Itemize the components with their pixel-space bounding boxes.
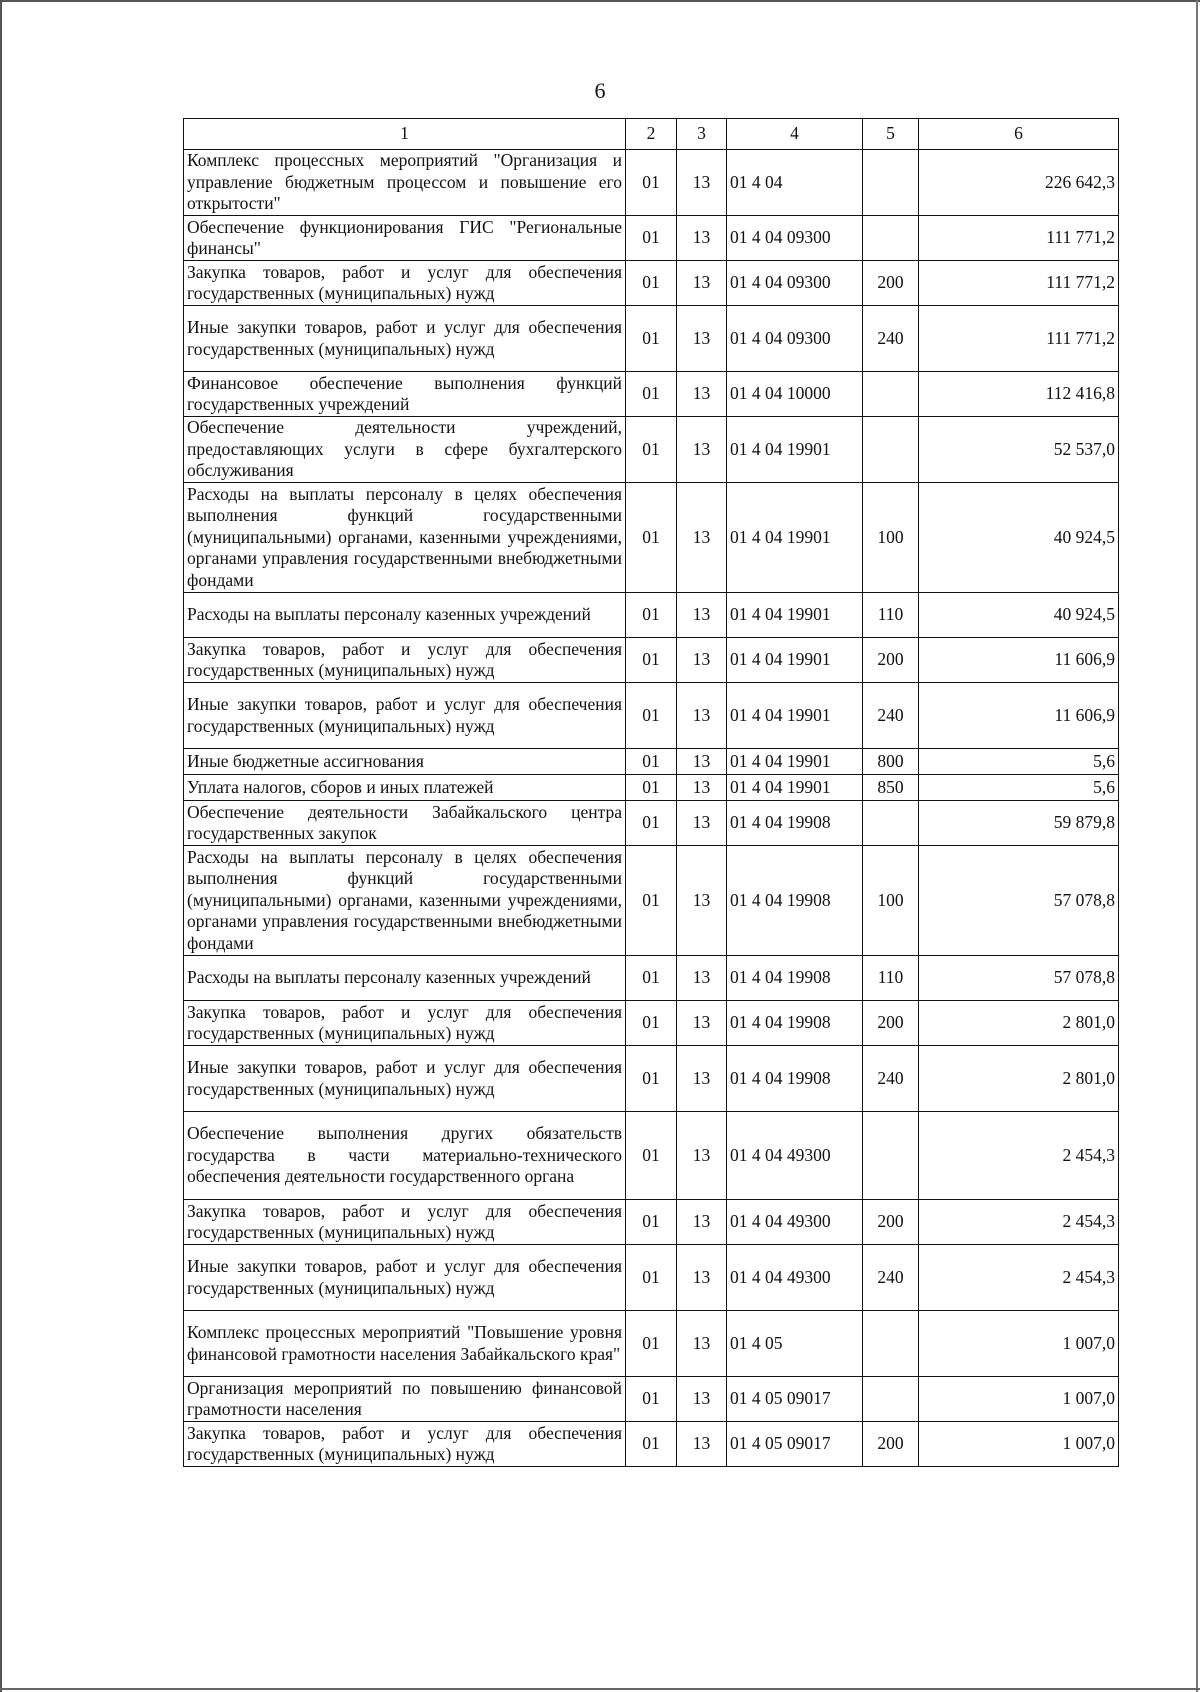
- section-code: 01: [626, 749, 677, 775]
- section-code: 01: [626, 483, 677, 593]
- row-name: Иные закупки товаров, работ и услуг для обеспечения государственных (муниципальных) нужд: [184, 1046, 626, 1112]
- amount: 226 642,3: [919, 150, 1119, 216]
- row-name: Организация мероприятий по повышению финансовой грамотности населения: [184, 1377, 626, 1422]
- table-row: [184, 1001, 1119, 1046]
- expense-type-code: [863, 1311, 919, 1377]
- expense-type-code: 240: [863, 1046, 919, 1112]
- section-code: 01: [626, 775, 677, 801]
- subsection-code: 13: [677, 683, 727, 749]
- table-row: [184, 593, 1119, 638]
- subsection-code: 13: [677, 801, 727, 846]
- expense-type-code: 200: [863, 1200, 919, 1245]
- target-article-code: 01 4 04 19901: [727, 638, 863, 683]
- amount: 1 007,0: [919, 1422, 1119, 1467]
- amount: 111 771,2: [919, 261, 1119, 306]
- subsection-code: 13: [677, 1112, 727, 1200]
- target-article-code: 01 4 04 19901: [727, 593, 863, 638]
- expense-type-code: 200: [863, 638, 919, 683]
- amount: 59 879,8: [919, 801, 1119, 846]
- expense-type-code: 200: [863, 261, 919, 306]
- column-header: 5: [863, 119, 919, 150]
- amount: 111 771,2: [919, 306, 1119, 372]
- target-article-code: 01 4 04 19908: [727, 846, 863, 956]
- amount: 11 606,9: [919, 638, 1119, 683]
- expense-type-code: [863, 1112, 919, 1200]
- row-name: Закупка товаров, работ и услуг для обеспечения государственных (муниципальных) нужд: [184, 261, 626, 306]
- row-name: Финансовое обеспечение выполнения функций государственных учреждений: [184, 372, 626, 417]
- section-code: 01: [626, 956, 677, 1001]
- amount: 52 537,0: [919, 417, 1119, 483]
- target-article-code: 01 4 04 19908: [727, 801, 863, 846]
- amount: 5,6: [919, 775, 1119, 801]
- scan-border-top: [0, 0, 1200, 2]
- scan-border-right: [1196, 0, 1198, 1692]
- table-row: [184, 483, 1119, 593]
- amount: 5,6: [919, 749, 1119, 775]
- subsection-code: 13: [677, 846, 727, 956]
- section-code: 01: [626, 593, 677, 638]
- column-header: 6: [919, 119, 1119, 150]
- table-row: [184, 1200, 1119, 1245]
- row-name: Обеспечение деятельности учреждений, предоставляющих услуги в сфере бухгалтерского обслуживания: [184, 417, 626, 483]
- subsection-code: 13: [677, 261, 727, 306]
- target-article-code: 01 4 04 49300: [727, 1200, 863, 1245]
- amount: 111 771,2: [919, 216, 1119, 261]
- budget-table: [183, 118, 1119, 1467]
- section-code: 01: [626, 1245, 677, 1311]
- amount: 40 924,5: [919, 483, 1119, 593]
- section-code: 01: [626, 1001, 677, 1046]
- section-code: 01: [626, 417, 677, 483]
- table-row: [184, 1422, 1119, 1467]
- row-name: Расходы на выплаты персоналу в целях обеспечения выполнения функций государственными (муниципальными) органами, казенными учреждениями, органами управления государственными внебюджетными фондами: [184, 846, 626, 956]
- expense-type-code: 110: [863, 956, 919, 1001]
- section-code: 01: [626, 216, 677, 261]
- expense-type-code: 110: [863, 593, 919, 638]
- section-code: 01: [626, 261, 677, 306]
- subsection-code: 13: [677, 1377, 727, 1422]
- expense-type-code: 100: [863, 483, 919, 593]
- table-row: [184, 306, 1119, 372]
- table-row: [184, 417, 1119, 483]
- section-code: 01: [626, 1200, 677, 1245]
- table-row: [184, 1112, 1119, 1200]
- expense-type-code: 240: [863, 683, 919, 749]
- table-body: [184, 150, 1119, 1467]
- table-row: [184, 956, 1119, 1001]
- row-name: Закупка товаров, работ и услуг для обеспечения государственных (муниципальных) нужд: [184, 1200, 626, 1245]
- target-article-code: 01 4 04 19901: [727, 775, 863, 801]
- row-name: Иные бюджетные ассигнования: [184, 749, 626, 775]
- expense-type-code: 800: [863, 749, 919, 775]
- table-row: [184, 801, 1119, 846]
- target-article-code: 01 4 04 09300: [727, 261, 863, 306]
- row-name: Расходы на выплаты персоналу казенных учреждений: [184, 593, 626, 638]
- subsection-code: 13: [677, 1245, 727, 1311]
- table-row: [184, 1377, 1119, 1422]
- section-code: 01: [626, 1112, 677, 1200]
- expense-type-code: [863, 417, 919, 483]
- table-row: [184, 1311, 1119, 1377]
- target-article-code: 01 4 05 09017: [727, 1377, 863, 1422]
- target-article-code: 01 4 04 19901: [727, 749, 863, 775]
- row-name: Обеспечение функционирования ГИС "Региональные финансы": [184, 216, 626, 261]
- subsection-code: 13: [677, 417, 727, 483]
- amount: 2 801,0: [919, 1001, 1119, 1046]
- amount: 2 454,3: [919, 1245, 1119, 1311]
- section-code: 01: [626, 846, 677, 956]
- section-code: 01: [626, 306, 677, 372]
- section-code: 01: [626, 1377, 677, 1422]
- target-article-code: 01 4 04: [727, 150, 863, 216]
- row-name: Иные закупки товаров, работ и услуг для обеспечения государственных (муниципальных) нужд: [184, 1245, 626, 1311]
- section-code: 01: [626, 372, 677, 417]
- amount: 40 924,5: [919, 593, 1119, 638]
- expense-type-code: 240: [863, 306, 919, 372]
- subsection-code: 13: [677, 1046, 727, 1112]
- amount: 2 801,0: [919, 1046, 1119, 1112]
- target-article-code: 01 4 04 19901: [727, 483, 863, 593]
- row-name: Иные закупки товаров, работ и услуг для обеспечения государственных (муниципальных) нужд: [184, 683, 626, 749]
- table-row: [184, 846, 1119, 956]
- expense-type-code: [863, 372, 919, 417]
- scan-border-bottom: [0, 1688, 1200, 1690]
- row-name: Комплекс процессных мероприятий "Организация и управление бюджетным процессом и повышение его открытости": [184, 150, 626, 216]
- scan-border-left: [0, 0, 2, 1692]
- column-header: 3: [677, 119, 727, 150]
- row-name: Закупка товаров, работ и услуг для обеспечения государственных (муниципальных) нужд: [184, 1422, 626, 1467]
- target-article-code: 01 4 04 19901: [727, 417, 863, 483]
- subsection-code: 13: [677, 216, 727, 261]
- column-header: 4: [727, 119, 863, 150]
- row-name: Закупка товаров, работ и услуг для обеспечения государственных (муниципальных) нужд: [184, 1001, 626, 1046]
- subsection-code: 13: [677, 1200, 727, 1245]
- section-code: 01: [626, 1311, 677, 1377]
- amount: 57 078,8: [919, 846, 1119, 956]
- table-row: [184, 150, 1119, 216]
- amount: 2 454,3: [919, 1112, 1119, 1200]
- subsection-code: 13: [677, 306, 727, 372]
- page-number: 6: [594, 78, 606, 103]
- amount: 2 454,3: [919, 1200, 1119, 1245]
- row-name: Закупка товаров, работ и услуг для обеспечения государственных (муниципальных) нужд: [184, 638, 626, 683]
- table-row: [184, 749, 1119, 775]
- subsection-code: 13: [677, 956, 727, 1001]
- target-article-code: 01 4 04 19908: [727, 956, 863, 1001]
- subsection-code: 13: [677, 150, 727, 216]
- target-article-code: 01 4 04 49300: [727, 1112, 863, 1200]
- expense-type-code: 850: [863, 775, 919, 801]
- row-name: Иные закупки товаров, работ и услуг для обеспечения государственных (муниципальных) нужд: [184, 306, 626, 372]
- table-row: [184, 372, 1119, 417]
- table-row: [184, 261, 1119, 306]
- target-article-code: 01 4 04 09300: [727, 216, 863, 261]
- expense-type-code: 200: [863, 1001, 919, 1046]
- target-article-code: 01 4 04 19908: [727, 1046, 863, 1112]
- table-row: [184, 638, 1119, 683]
- expense-type-code: [863, 1377, 919, 1422]
- expense-type-code: [863, 801, 919, 846]
- subsection-code: 13: [677, 372, 727, 417]
- row-name: Расходы на выплаты персоналу казенных учреждений: [184, 956, 626, 1001]
- table-row: [184, 775, 1119, 801]
- table-row: [184, 1046, 1119, 1112]
- amount: 57 078,8: [919, 956, 1119, 1001]
- row-name: Расходы на выплаты персоналу в целях обеспечения выполнения функций государственными (муниципальными) органами, казенными учреждениями, органами управления государственными внебюджетными фондами: [184, 483, 626, 593]
- section-code: 01: [626, 638, 677, 683]
- amount: 11 606,9: [919, 683, 1119, 749]
- amount: 112 416,8: [919, 372, 1119, 417]
- subsection-code: 13: [677, 483, 727, 593]
- column-header: 1: [184, 119, 626, 150]
- target-article-code: 01 4 04 10000: [727, 372, 863, 417]
- target-article-code: 01 4 05: [727, 1311, 863, 1377]
- row-name: Уплата налогов, сборов и иных платежей: [184, 775, 626, 801]
- table-row: [184, 683, 1119, 749]
- section-code: 01: [626, 1422, 677, 1467]
- target-article-code: 01 4 04 09300: [727, 306, 863, 372]
- row-name: Обеспечение выполнения других обязательств государства в части материально-технического обеспечения деятельности государственного органа: [184, 1112, 626, 1200]
- subsection-code: 13: [677, 1001, 727, 1046]
- row-name: Обеспечение деятельности Забайкальского центра государственных закупок: [184, 801, 626, 846]
- column-header: 2: [626, 119, 677, 150]
- section-code: 01: [626, 801, 677, 846]
- section-code: 01: [626, 1046, 677, 1112]
- amount: 1 007,0: [919, 1311, 1119, 1377]
- table-row: [184, 216, 1119, 261]
- target-article-code: 01 4 04 19901: [727, 683, 863, 749]
- section-code: 01: [626, 683, 677, 749]
- expense-type-code: 240: [863, 1245, 919, 1311]
- expense-type-code: [863, 216, 919, 261]
- row-name: Комплекс процессных мероприятий "Повышение уровня финансовой грамотности населения Забайкальского края": [184, 1311, 626, 1377]
- subsection-code: 13: [677, 638, 727, 683]
- expense-type-code: 100: [863, 846, 919, 956]
- target-article-code: 01 4 05 09017: [727, 1422, 863, 1467]
- table-header-row: [184, 119, 1119, 150]
- target-article-code: 01 4 04 19908: [727, 1001, 863, 1046]
- subsection-code: 13: [677, 775, 727, 801]
- expense-type-code: 200: [863, 1422, 919, 1467]
- expense-type-code: [863, 150, 919, 216]
- subsection-code: 13: [677, 749, 727, 775]
- target-article-code: 01 4 04 49300: [727, 1245, 863, 1311]
- section-code: 01: [626, 150, 677, 216]
- subsection-code: 13: [677, 593, 727, 638]
- amount: 1 007,0: [919, 1377, 1119, 1422]
- subsection-code: 13: [677, 1311, 727, 1377]
- subsection-code: 13: [677, 1422, 727, 1467]
- table-row: [184, 1245, 1119, 1311]
